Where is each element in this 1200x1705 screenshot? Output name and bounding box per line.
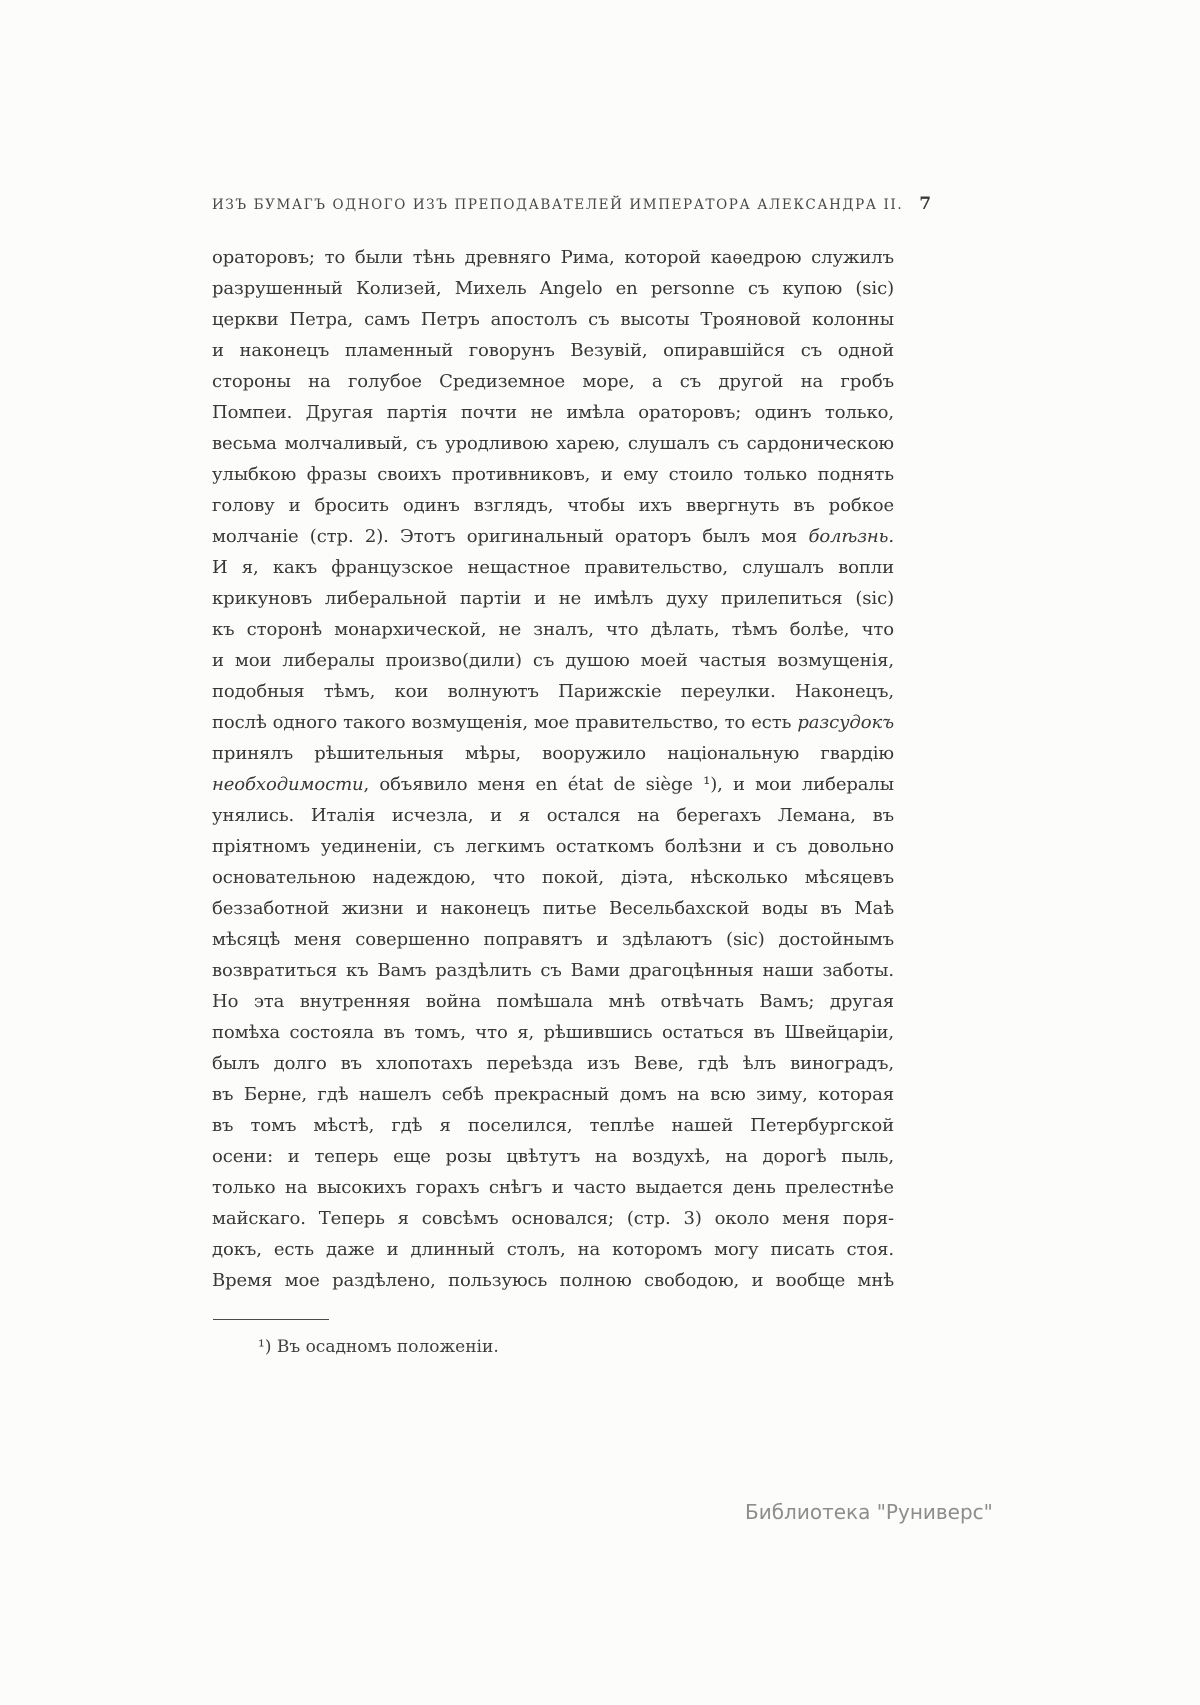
body-text [212, 242, 894, 1296]
page-number: 7 [919, 194, 932, 214]
library-watermark: Библиотека "Руниверс" [745, 1500, 993, 1524]
text-line: ораторовъ; то были тѣнь древняго Рима, которой каѳедрою служилъ [212, 247, 894, 268]
text-line: необходимости, объявило меня en état de siège ¹), и мои либералы [212, 774, 894, 795]
text-line: голову и бросить одинъ взглядъ, чтобы ихъ ввергнуть въ робкое [212, 495, 894, 516]
text-line: осени: и теперь еще розы цвѣтутъ на воздухѣ, на дорогѣ пыль, [212, 1146, 894, 1167]
text-line: докъ, есть даже и длинный столъ, на которомъ могу писать стоя. [212, 1239, 894, 1260]
text-line: къ сторонѣ монархической, не зналъ, что дѣлать, тѣмъ болѣе, что [212, 619, 894, 640]
text-line: и наконецъ пламенный говорунъ Везувій, опиравшійся съ одной [212, 340, 894, 361]
running-title: ИЗЪ БУМАГЪ ОДНОГО ИЗЪ ПРЕПОДАВАТЕЛЕЙ ИМПЕРАТОРА АЛЕКСАНДРА II. [212, 197, 904, 213]
text-line: стороны на голубое Средиземное море, а съ другой на гробъ [212, 371, 894, 392]
text-line: мѣсяцѣ меня совершенно поправятъ и здѣлаютъ (sic) достойнымъ [212, 929, 894, 950]
text-line: подобныя тѣмъ, кои волнуютъ Парижскіе переулки. Наконецъ, [212, 681, 894, 702]
text-line: въ томъ мѣстѣ, гдѣ я поселился, теплѣе нашей Петербургской [212, 1115, 894, 1136]
text-line: только на высокихъ горахъ снѣгъ и часто выдается день прелестнѣе [212, 1177, 894, 1198]
text-line: майскаго. Теперь я совсѣмъ основался; (стр. 3) около меня поря- [212, 1208, 894, 1229]
text-line: и мои либералы произво(дили) съ душою моей частыя возмущенія, [212, 650, 894, 671]
text-line: Но эта внутренняя война помѣшала мнѣ отвѣчать Вамъ; другая [212, 991, 894, 1012]
text-line: Время мое раздѣлено, пользуюсь полною свободою, и вообще мнѣ [212, 1270, 894, 1291]
text-line: весьма молчаливый, съ уродливою харею, слушалъ съ сардоническою [212, 433, 894, 454]
footnote-divider [213, 1319, 329, 1320]
text-line: беззаботной жизни и наконецъ питье Весельбахской воды въ Маѣ [212, 898, 894, 919]
text-line: въ Берне, гдѣ нашелъ себѣ прекрасный домъ на всю зиму, которая [212, 1084, 894, 1105]
text-line: разрушенный Колизей, Михель Angelo en personne съ купою (sic) [212, 278, 894, 299]
text-line: крикуновъ либеральной партіи и не имѣлъ духу прилепиться (sic) [212, 588, 894, 609]
text-line: возвратиться къ Вамъ раздѣлить съ Вами драгоцѣнныя наши заботы. [212, 960, 894, 981]
text-line: помѣха состояла въ томъ, что я, рѣшившись остаться въ Швейцаріи, [212, 1022, 894, 1043]
text-line: улыбкою фразы своихъ противниковъ, и ему стоило только поднять [212, 464, 894, 485]
text-line: послѣ одного такого возмущенія, мое правительство, то есть разсудокъ [212, 712, 894, 733]
text-line: И я, какъ французское нещастное правительство, слушалъ вопли [212, 557, 894, 578]
text-line: основательною надеждою, что покой, діэта, нѣсколько мѣсяцевъ [212, 867, 894, 888]
text-line: церкви Петра, самъ Петръ апостолъ съ высоты Трояновой колонны [212, 309, 894, 330]
text-line: Помпеи. Другая партія почти не имѣла ораторовъ; одинъ только, [212, 402, 894, 423]
text-line: пріятномъ уединеніи, съ легкимъ остаткомъ болѣзни и съ довольно [212, 836, 894, 857]
text-line: принялъ рѣшительныя мѣры, вооружило національную гвардію [212, 743, 894, 764]
text-line: унялись. Италія исчезла, и я остался на берегахъ Лемана, въ [212, 805, 894, 826]
page-header [212, 194, 932, 214]
footnote-text: ¹) Въ осадномъ положеніи. [258, 1337, 499, 1357]
text-line: былъ долго въ хлопотахъ переѣзда изъ Веве, гдѣ ѣлъ виноградъ, [212, 1053, 894, 1074]
text-line: молчаніе (стр. 2). Этотъ оригинальный ораторъ былъ моя болѣзнь. [212, 526, 894, 547]
